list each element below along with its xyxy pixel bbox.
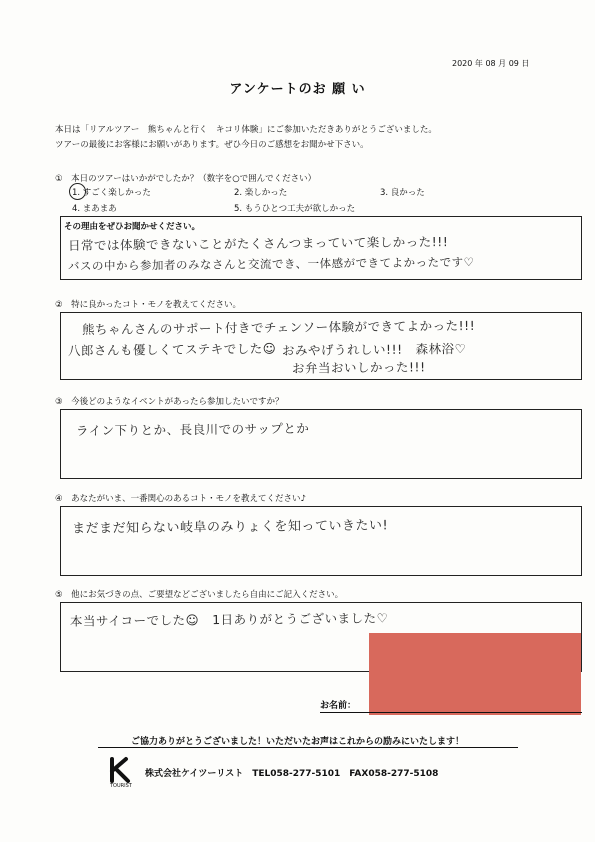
q2-answer-line-2: 八郎さんも優しくてステキでした☺: [67, 340, 277, 359]
date: 2020 年 08 月 09 日: [452, 59, 530, 68]
question-5-label: ⑤ 他にお気づきの点、ご要望などございましたら自由にご記入ください。: [55, 590, 344, 600]
q2-answer-line-1: 熊ちゃんさんのサポート付きでチェンソー体験ができてよかった!!!: [81, 317, 476, 338]
q1-option-1[interactable]: 1. すごく楽しかった: [72, 188, 151, 198]
q1-reason-label: その理由をぜひお聞かせください。: [64, 222, 201, 232]
question-2-label: ② 特に良かったコト・モノを教えてください。: [55, 300, 242, 310]
q1-answer-line-1: 日常では体験できないことがたくさんつまっていて楽しかった!!!: [67, 234, 449, 253]
q2-answer-line-4: お弁当おいしかった!!!: [291, 359, 426, 376]
q3-answer: ライン下りとか、長良川でのサップとか: [75, 420, 310, 439]
question-3-label: ③ 今後どのようなイベントがあったら参加したいですか？: [55, 397, 284, 407]
q1-option-4[interactable]: 4. まあまあ: [72, 204, 117, 214]
thanks-underline: [98, 747, 518, 748]
q1-option-5[interactable]: 5. もうひとつ工夫が欲しかった: [234, 204, 356, 214]
logo-text: TOURIST: [110, 783, 132, 789]
thanks-message: ご協力ありがとうございました！いただいたお声はこれからの励みにいたします！: [130, 737, 464, 747]
q1-option-2[interactable]: 2. 楽しかった: [234, 188, 288, 198]
q3-answer-box: [60, 409, 582, 479]
intro-line-1: 本日は「リアルツアー 熊ちゃんと行く キコリ体験」にご参加いただきありがとうございました。: [55, 125, 437, 135]
page-title: アンケートのお 願 い: [229, 82, 366, 97]
redaction-block: [369, 633, 581, 715]
selection-circle: [69, 183, 86, 200]
name-label: お名前：: [320, 701, 357, 711]
q1-option-3[interactable]: 3. 良かった: [380, 188, 425, 198]
question-1-label: ① 本日のツアーはいかがでしたか？（数字を○で囲んでください）: [55, 174, 317, 184]
q2-answer-line-3: おみやげうれしい!!! 森林浴♡: [281, 341, 467, 358]
q1-answer-line-2: バスの中から参加者のみなさんと交流でき、一体感ができてよかったです♡: [67, 254, 475, 274]
intro-line-2: ツアーの最後にお客様にお願いがあります。ぜひ今日のご感想をお聞かせ下さい。: [55, 140, 369, 150]
name-line: [320, 712, 582, 713]
company-logo: [108, 755, 138, 789]
q5-answer: 本当サイコーでした☺ 1日ありがとうございました♡: [69, 610, 389, 629]
question-4-label: ④ あなたがいま、一番関心のあるコト・モノを教えてください♪: [55, 494, 306, 504]
q4-answer: まだまだ知らない岐阜のみりょくを知っていきたい!: [71, 518, 389, 537]
company-info: 株式会社ケイツーリスト TEL058-277-5101 FAX058-277-5108: [145, 769, 439, 779]
